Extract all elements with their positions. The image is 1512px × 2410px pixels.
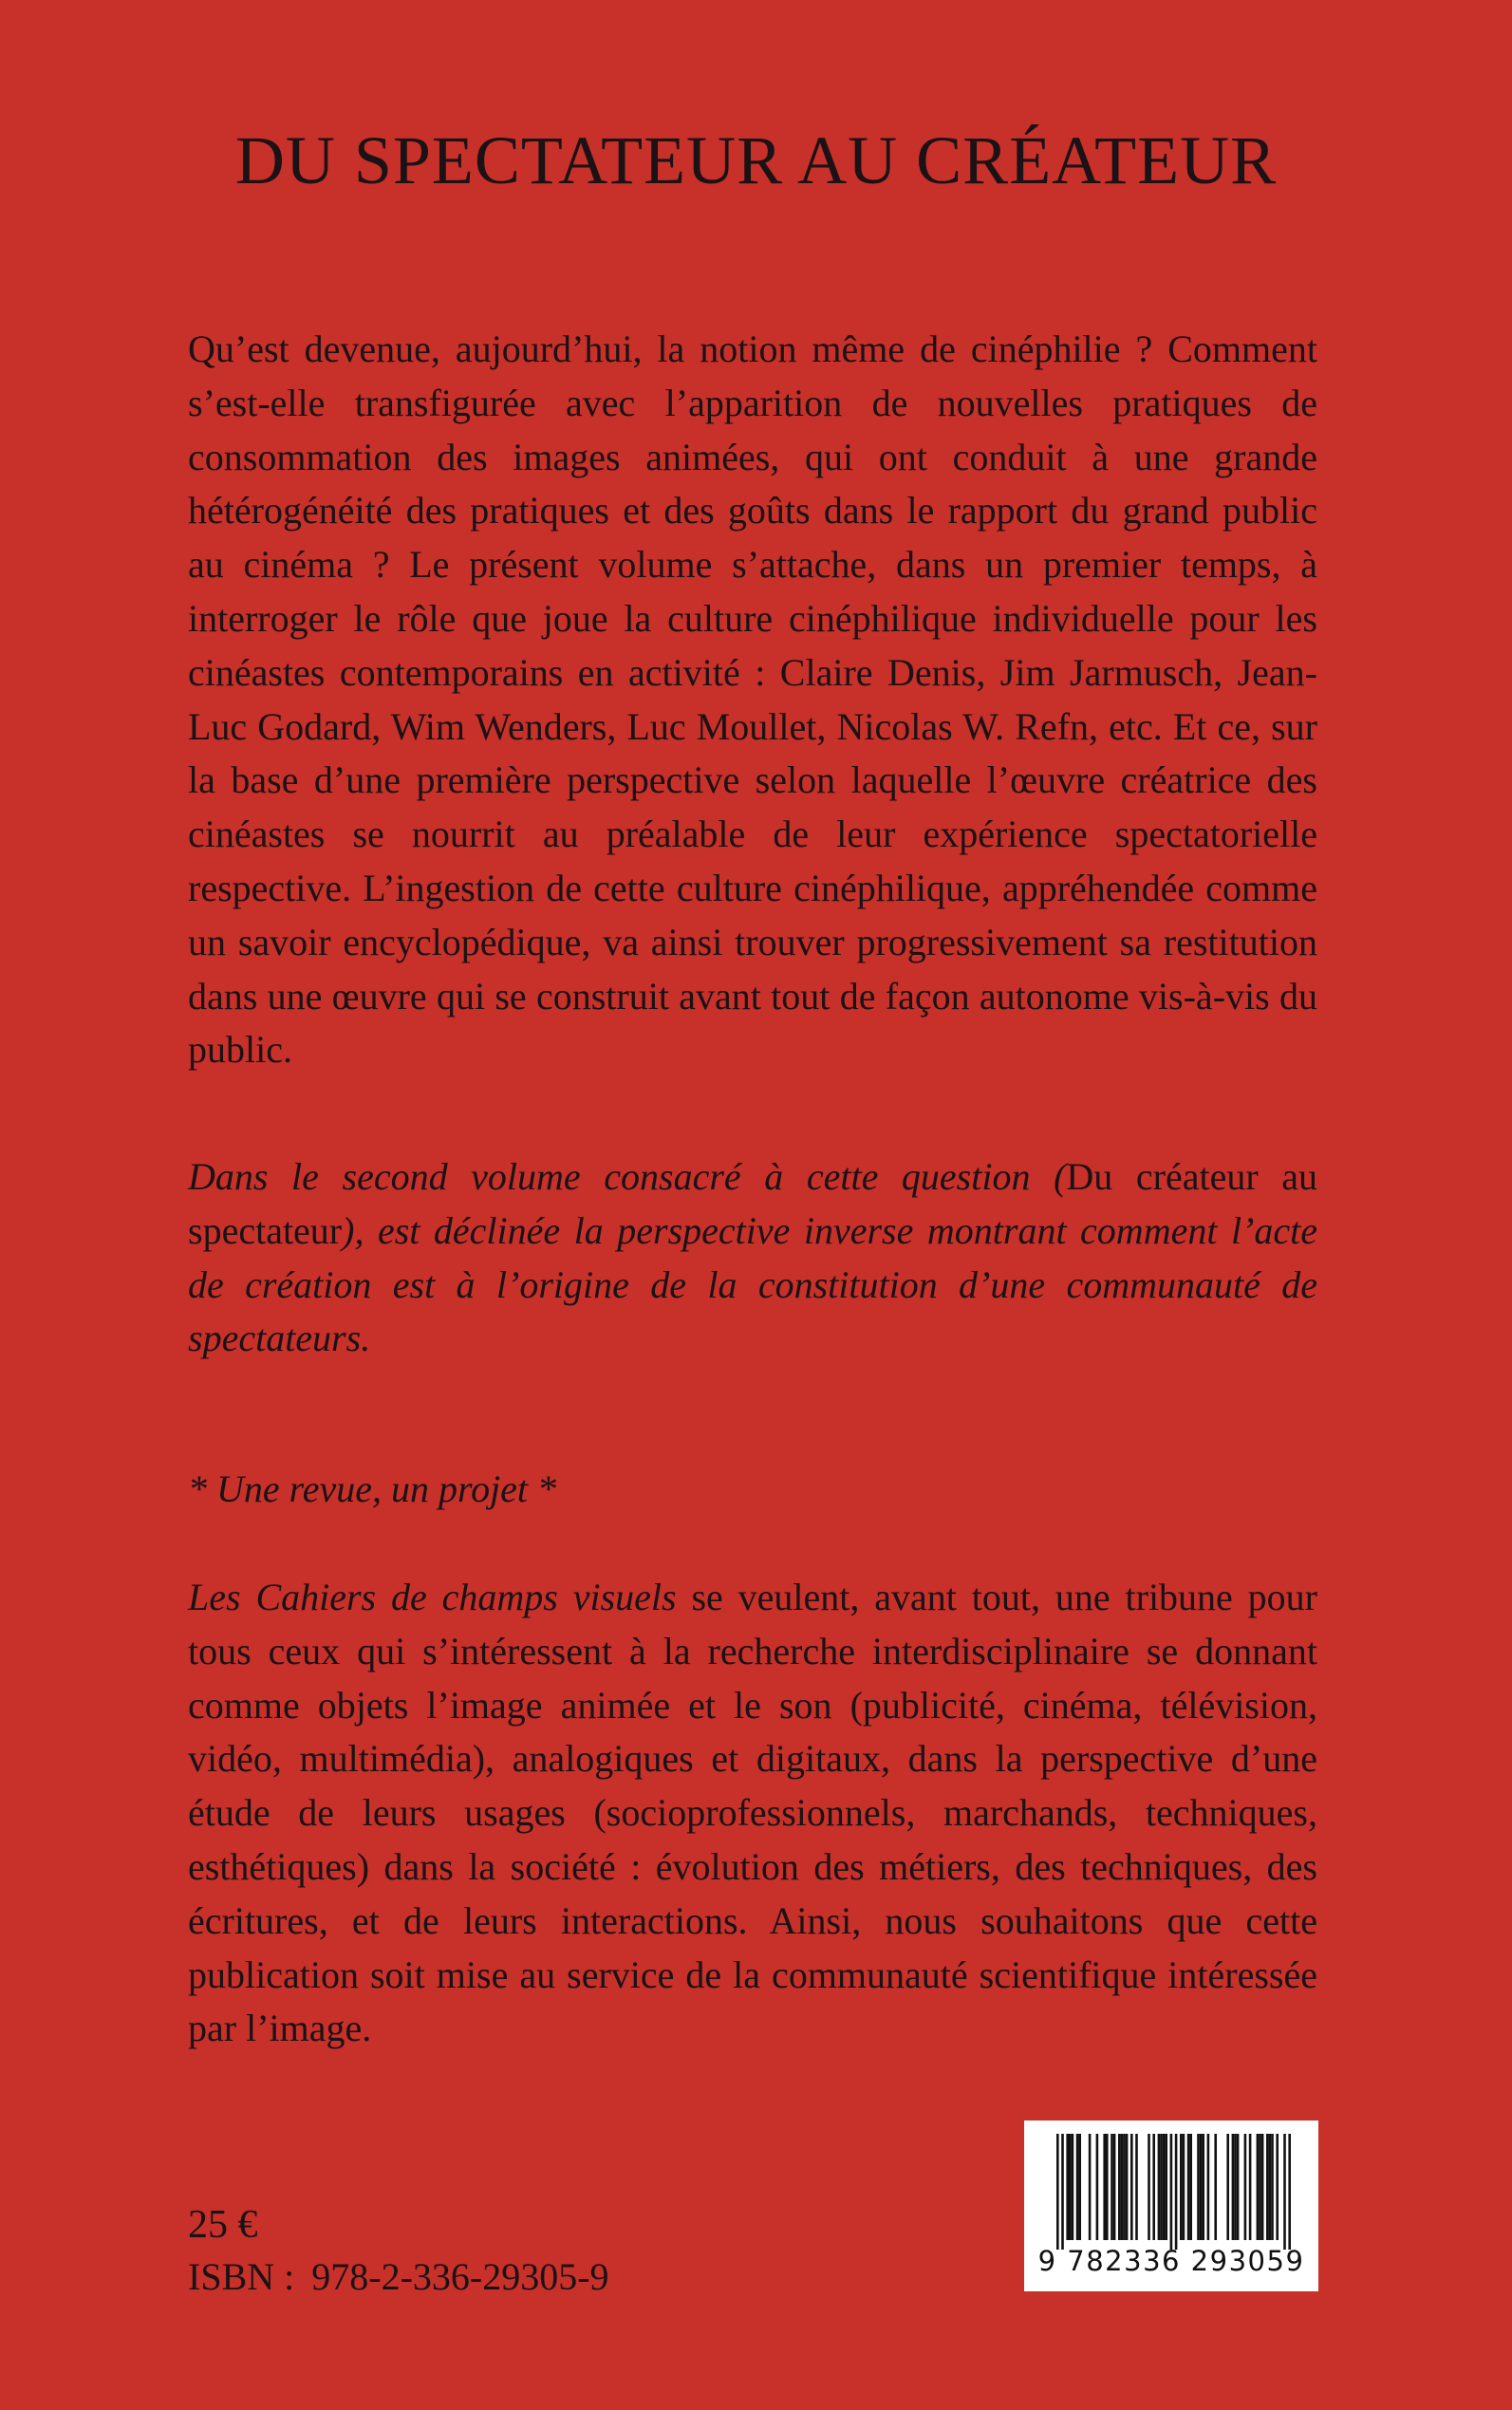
isbn <box>188 2254 609 2299</box>
barcode-bar <box>1096 2134 1099 2240</box>
barcode-bar <box>1207 2134 1210 2240</box>
barcode-bar <box>1237 2134 1240 2240</box>
barcode-bar <box>1126 2134 1129 2240</box>
barcode-digits: 9 782336 293059 <box>1037 2245 1305 2277</box>
barcode-bar <box>1072 2134 1074 2240</box>
series-paragraph <box>188 1571 1317 2056</box>
barcode-bar <box>1160 2134 1163 2240</box>
barcode-bar <box>1163 2134 1166 2240</box>
barcode-bar <box>1226 2134 1229 2240</box>
barcode-bar <box>1111 2134 1113 2240</box>
barcode-bar <box>1118 2134 1121 2240</box>
isbn-value: 978-2-336-29305-9 <box>311 2255 609 2298</box>
barcode-bar <box>1123 2134 1126 2240</box>
barcode-bar <box>1261 2134 1264 2240</box>
section-heading-block <box>188 1463 1317 1517</box>
barcode-bar <box>1202 2134 1204 2240</box>
barcode <box>1024 2120 1318 2291</box>
barcode-bar <box>1121 2134 1124 2240</box>
barcode-bar <box>1257 2134 1260 2240</box>
barcode-bar <box>1232 2134 1235 2240</box>
barcode-bar <box>1283 2134 1286 2250</box>
barcode-bar <box>1187 2134 1190 2240</box>
barcode-bar <box>1249 2134 1252 2240</box>
barcode-bar <box>1152 2134 1155 2240</box>
second-volume-paragraph <box>188 1150 1317 1366</box>
isbn-label: ISBN : <box>188 2255 295 2298</box>
barcode-bar <box>1269 2134 1272 2240</box>
barcode-bar <box>1197 2134 1200 2240</box>
barcode-bar <box>1089 2134 1092 2240</box>
second-volume-text <box>188 1150 1317 1366</box>
barcode-bar <box>1288 2134 1291 2250</box>
description-text: Qu’est devenue, aujourd’hui, la notion même de cinéphilie ? Comment s’est-elle transfigurée avec l’apparition de nouvelles pratiques de consommation des images animées, qui ont conduit à une grande hétérogénéité des pratiques et des goûts dans le rapport du grand public au cinéma ? Le présent volume s’attache, dans un premier temps, à interroger le rôle que joue la culture cinéphilique individuelle pour les cinéastes contemporains en activité : Claire Denis, Jim Jarmusch, Jean-Luc Godard, Wim Wenders, Luc Moullet, Nicolas W. Refn, etc. Et ce, sur la base d’une première perspective selon laquelle l’œuvre créatrice des cinéastes se nourrit au préalable de leur expérience spectatorielle respective. L’ingestion de cette culture cinéphilique, appréhendée comme un savoir encyclopédique, va ainsi trouver progressivement sa restitution dans une œuvre qui se construit avant tout de façon autonome vis-à-vis du public. <box>188 327 1317 1072</box>
barcode-bar <box>1234 2134 1237 2240</box>
barcode-bar <box>1130 2134 1133 2240</box>
barcode-bar <box>1158 2134 1161 2240</box>
barcode-bar <box>1066 2134 1069 2240</box>
barcode-bar <box>1175 2134 1178 2250</box>
barcode-bar <box>1180 2134 1183 2240</box>
barcode-bar <box>1069 2134 1072 2240</box>
barcode-bar <box>1189 2134 1192 2240</box>
barcode-bar <box>1244 2134 1247 2240</box>
barcode-bar <box>1113 2134 1116 2240</box>
barcode-bar <box>1200 2134 1203 2240</box>
barcode-bar <box>1214 2134 1217 2240</box>
barcode-bar <box>1135 2134 1138 2240</box>
barcode-bar <box>1183 2134 1185 2240</box>
barcode-bar <box>1103 2134 1106 2240</box>
barcode-bar <box>1148 2134 1150 2240</box>
barcode-bar <box>1106 2134 1109 2240</box>
barcode-bar <box>1266 2134 1269 2240</box>
book-title: DU SPECTATEUR AU CRÉATEUR <box>234 122 1278 198</box>
series-text <box>188 1571 1317 2056</box>
series-title: Les Cahiers de champs visuels <box>188 1576 677 1618</box>
second-volume-text-part2: ), est déclinée la perspective inverse montrant comment l’acte de création est à l’origine de la constitution d’une communauté de spectateurs. <box>188 1208 1317 1360</box>
second-volume-text-part1: Dans le second volume consacré à cette question ( <box>188 1155 1067 1198</box>
second-volume-book-title: Du créateur au spectateur <box>188 1155 1317 1252</box>
barcode-bar <box>1076 2134 1079 2240</box>
barcode-bar <box>1061 2134 1064 2250</box>
description-paragraph <box>188 323 1317 1077</box>
price: 25 € <box>188 2203 258 2247</box>
series-description: se veulent, avant tout, une tribune pour tous ceux qui s’intéressent à la recherche interdisciplinaire se donnant comme objets l’image animée et le son (publicité, cinéma, télévision, vidéo, multimédia), analogiques et digitaux, dans la perspective d’une étude de leurs usages (socioprofessionnels, marchands, techniques, esthétiques) dans la société : évolution des métiers, des techniques, des écritures, et de leurs interactions. Ainsi, nous souhaitons que cette publication soit mise au service de la communauté scientifique intéressée par l’image. <box>188 1576 1318 2050</box>
barcode-bar <box>1276 2134 1279 2240</box>
barcode-bar <box>1078 2134 1081 2240</box>
barcode-bar <box>1165 2134 1167 2240</box>
barcode-bar <box>1271 2134 1274 2240</box>
barcode-bar <box>1056 2134 1059 2250</box>
barcode-bar <box>1170 2134 1173 2250</box>
barcode-bar <box>1259 2134 1261 2240</box>
section-heading: * Une revue, un projet * <box>188 1467 557 1510</box>
